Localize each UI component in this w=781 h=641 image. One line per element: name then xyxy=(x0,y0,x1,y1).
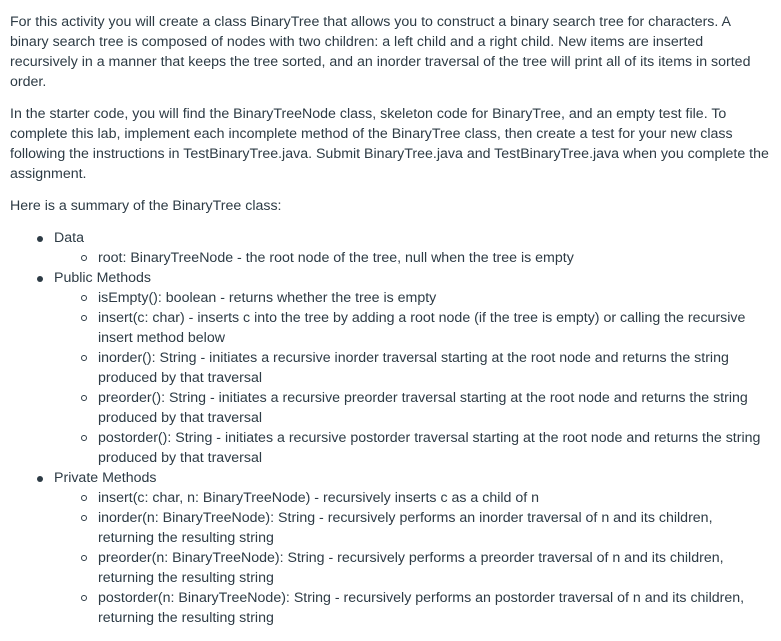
list-item-text: root: BinaryTreeNode - the root node of the tree, null when the tree is empty xyxy=(98,250,574,266)
list-item xyxy=(98,288,771,308)
list-item-text: insert(c: char, n: BinaryTreeNode) - recursively inserts c as a child of n xyxy=(98,490,540,506)
list-item-text: preorder(n: BinaryTreeNode): String - recursively performs a preorder traversal of n and its children, returning the resulting string xyxy=(98,550,724,586)
hollow-bullet-icon xyxy=(81,555,87,561)
summary-section-items xyxy=(54,248,771,268)
filled-bullet-icon xyxy=(37,476,43,482)
list-item xyxy=(98,428,771,468)
hollow-bullet-icon xyxy=(81,295,87,301)
summary-section-data xyxy=(54,228,771,268)
list-item-text: isEmpty(): boolean - returns whether the tree is empty xyxy=(98,290,437,306)
list-item-text: postorder(n: BinaryTreeNode): String - recursively performs an postorder traversal of n and its children, returning the resulting string xyxy=(98,590,745,626)
list-item xyxy=(98,508,771,548)
hollow-bullet-icon xyxy=(81,255,87,261)
summary-section-items xyxy=(54,288,771,468)
list-item xyxy=(98,348,771,388)
list-item xyxy=(98,388,771,428)
hollow-bullet-icon xyxy=(81,595,87,601)
filled-bullet-icon xyxy=(37,236,43,242)
list-item-text: insert(c: char) - inserts c into the tree by adding a root node (if the tree is empty) or calling the recursive insert method below xyxy=(98,310,746,346)
hollow-bullet-icon xyxy=(81,395,87,401)
intro-paragraph-2: In the starter code, you will find the BinaryTreeNode class, skeleton code for BinaryTree, and an empty test file. To complete this lab, implement each incomplete method of the BinaryTree class, then create a test for your new class following the instructions in TestBinaryTree.java. Submit BinaryTree.java and TestBinaryTree.java when you complete the assignment. xyxy=(10,106,769,182)
list-item-text: preorder(): String - initiates a recursive preorder traversal starting at the root node and returns the string produced by that traversal xyxy=(98,390,748,426)
hollow-bullet-icon xyxy=(81,495,87,501)
list-item xyxy=(98,308,771,348)
filled-bullet-icon xyxy=(37,276,43,282)
summary-section-private-methods xyxy=(54,468,771,628)
intro-paragraph-1: For this activity you will create a class BinaryTree that allows you to construct a binary search tree for characters. A binary search tree is composed of nodes with two children: a left child and a right child. New items are inserted recursively in a manner that keeps the tree sorted, and an inorder traversal of the tree will print all of its items in sorted order. xyxy=(10,14,751,90)
list-item-text: inorder(): String - initiates a recursive inorder traversal starting at the root node and returns the string produced by that traversal xyxy=(98,350,729,386)
summary-section-label: Private Methods xyxy=(54,470,157,486)
list-item xyxy=(98,248,771,268)
hollow-bullet-icon xyxy=(81,515,87,521)
intro-paragraph-3: Here is a summary of the BinaryTree class: xyxy=(10,198,282,214)
hollow-bullet-icon xyxy=(81,435,87,441)
hollow-bullet-icon xyxy=(81,315,87,321)
hollow-bullet-icon xyxy=(81,355,87,361)
class-summary-list xyxy=(10,228,771,628)
list-item xyxy=(98,488,771,508)
summary-section-label: Data xyxy=(54,230,84,246)
summary-section-items xyxy=(54,488,771,628)
summary-section-public-methods xyxy=(54,268,771,468)
list-item-text: inorder(n: BinaryTreeNode): String - recursively performs an inorder traversal of n and its children, returning the resulting string xyxy=(98,510,713,546)
list-item xyxy=(98,548,771,588)
summary-section-label: Public Methods xyxy=(54,270,151,286)
list-item xyxy=(98,588,771,628)
list-item-text: postorder(): String - initiates a recursive postorder traversal starting at the root node and returns the string produced by that traversal xyxy=(98,430,761,466)
